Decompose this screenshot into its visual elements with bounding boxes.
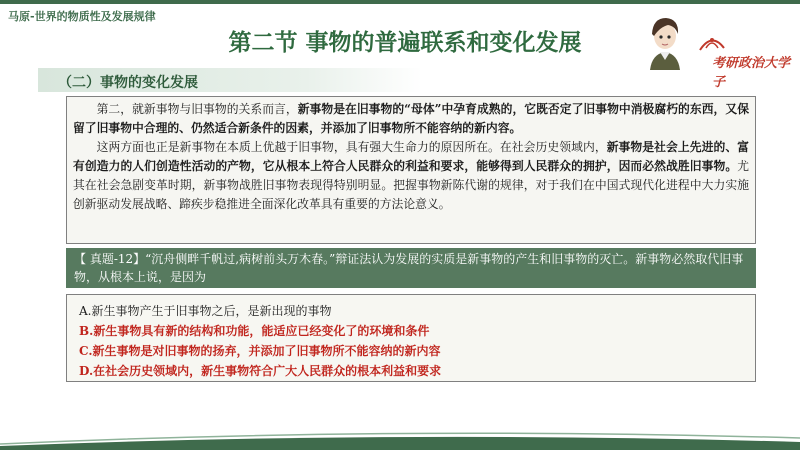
content-textbox <box>66 96 756 244</box>
breadcrumb: 马原-世界的物质性及发展规律 <box>8 10 156 23</box>
option-c[interactable]: C.新生事物是对旧事物的扬弃，并添加了旧事物所不能容纳的新内容 <box>79 344 441 358</box>
option-a[interactable]: A.新生事物产生于旧事物之后，是新出现的事物 <box>79 304 332 318</box>
question-banner: 【 真题-12】“沉舟侧畔千帆过,病树前头万木春。”辩证法认为发展的实质是新事物的产生和旧事物的灭亡。新事物必然取代旧事物，从根本上说，是因为 <box>66 248 756 288</box>
top-accent-line <box>0 0 800 4</box>
paragraph-2-tail: 尤其在社会急剧变革时期，新事物战胜旧事物表现得特别明显。把握事物新陈代谢的规律，对于我们在中国式现代化进程中大力实施创新驱动发展战略、蹄疾步稳推进全面深化改革具有重要的方法论意义。 <box>73 159 749 211</box>
option-b[interactable]: B.新生事物具有新的结构和功能，能适应已经变化了的环境和条件 <box>79 324 430 338</box>
page-title: 第二节 事物的普遍联系和变化发展 <box>228 30 582 56</box>
paragraph-1-lead: 第二，就新事物与旧事物的关系而言， <box>96 102 298 116</box>
option-d[interactable]: D.在社会历史领域内，新生事物符合广大人民群众的根本利益和要求 <box>79 364 442 378</box>
paragraph-1-bold: 新事物是在旧事物的“母体”中孕育成熟的，它既否定了旧事物中消极腐朽的东西，又保留了旧事物中合理的、仍然适合新条件的因素，并添加了旧事物所不能容纳的新内容。 <box>73 102 749 135</box>
paragraph-2-lead: 这两方面也正是新事物在本质上优越于旧事物，具有强大生命力的原因所在。在社会历史领域内， <box>96 140 607 154</box>
paragraph-2-bold: 新事物是社会上先进的、富有创造力的人们创造性活动的产物，它从根本上符合人民群众的利益和要求，能够得到人民群众的拥护，因而必然战胜旧事物。 <box>73 140 749 173</box>
brand-logo-text: 考研政治大学子 <box>712 56 791 90</box>
section-title: （二）事物的变化发展 <box>58 75 198 91</box>
paragraph-1 <box>73 100 749 138</box>
paragraph-2 <box>73 138 749 214</box>
avatar <box>642 10 688 70</box>
bottom-decorative-wave <box>0 420 800 450</box>
answer-options-box <box>66 294 756 382</box>
